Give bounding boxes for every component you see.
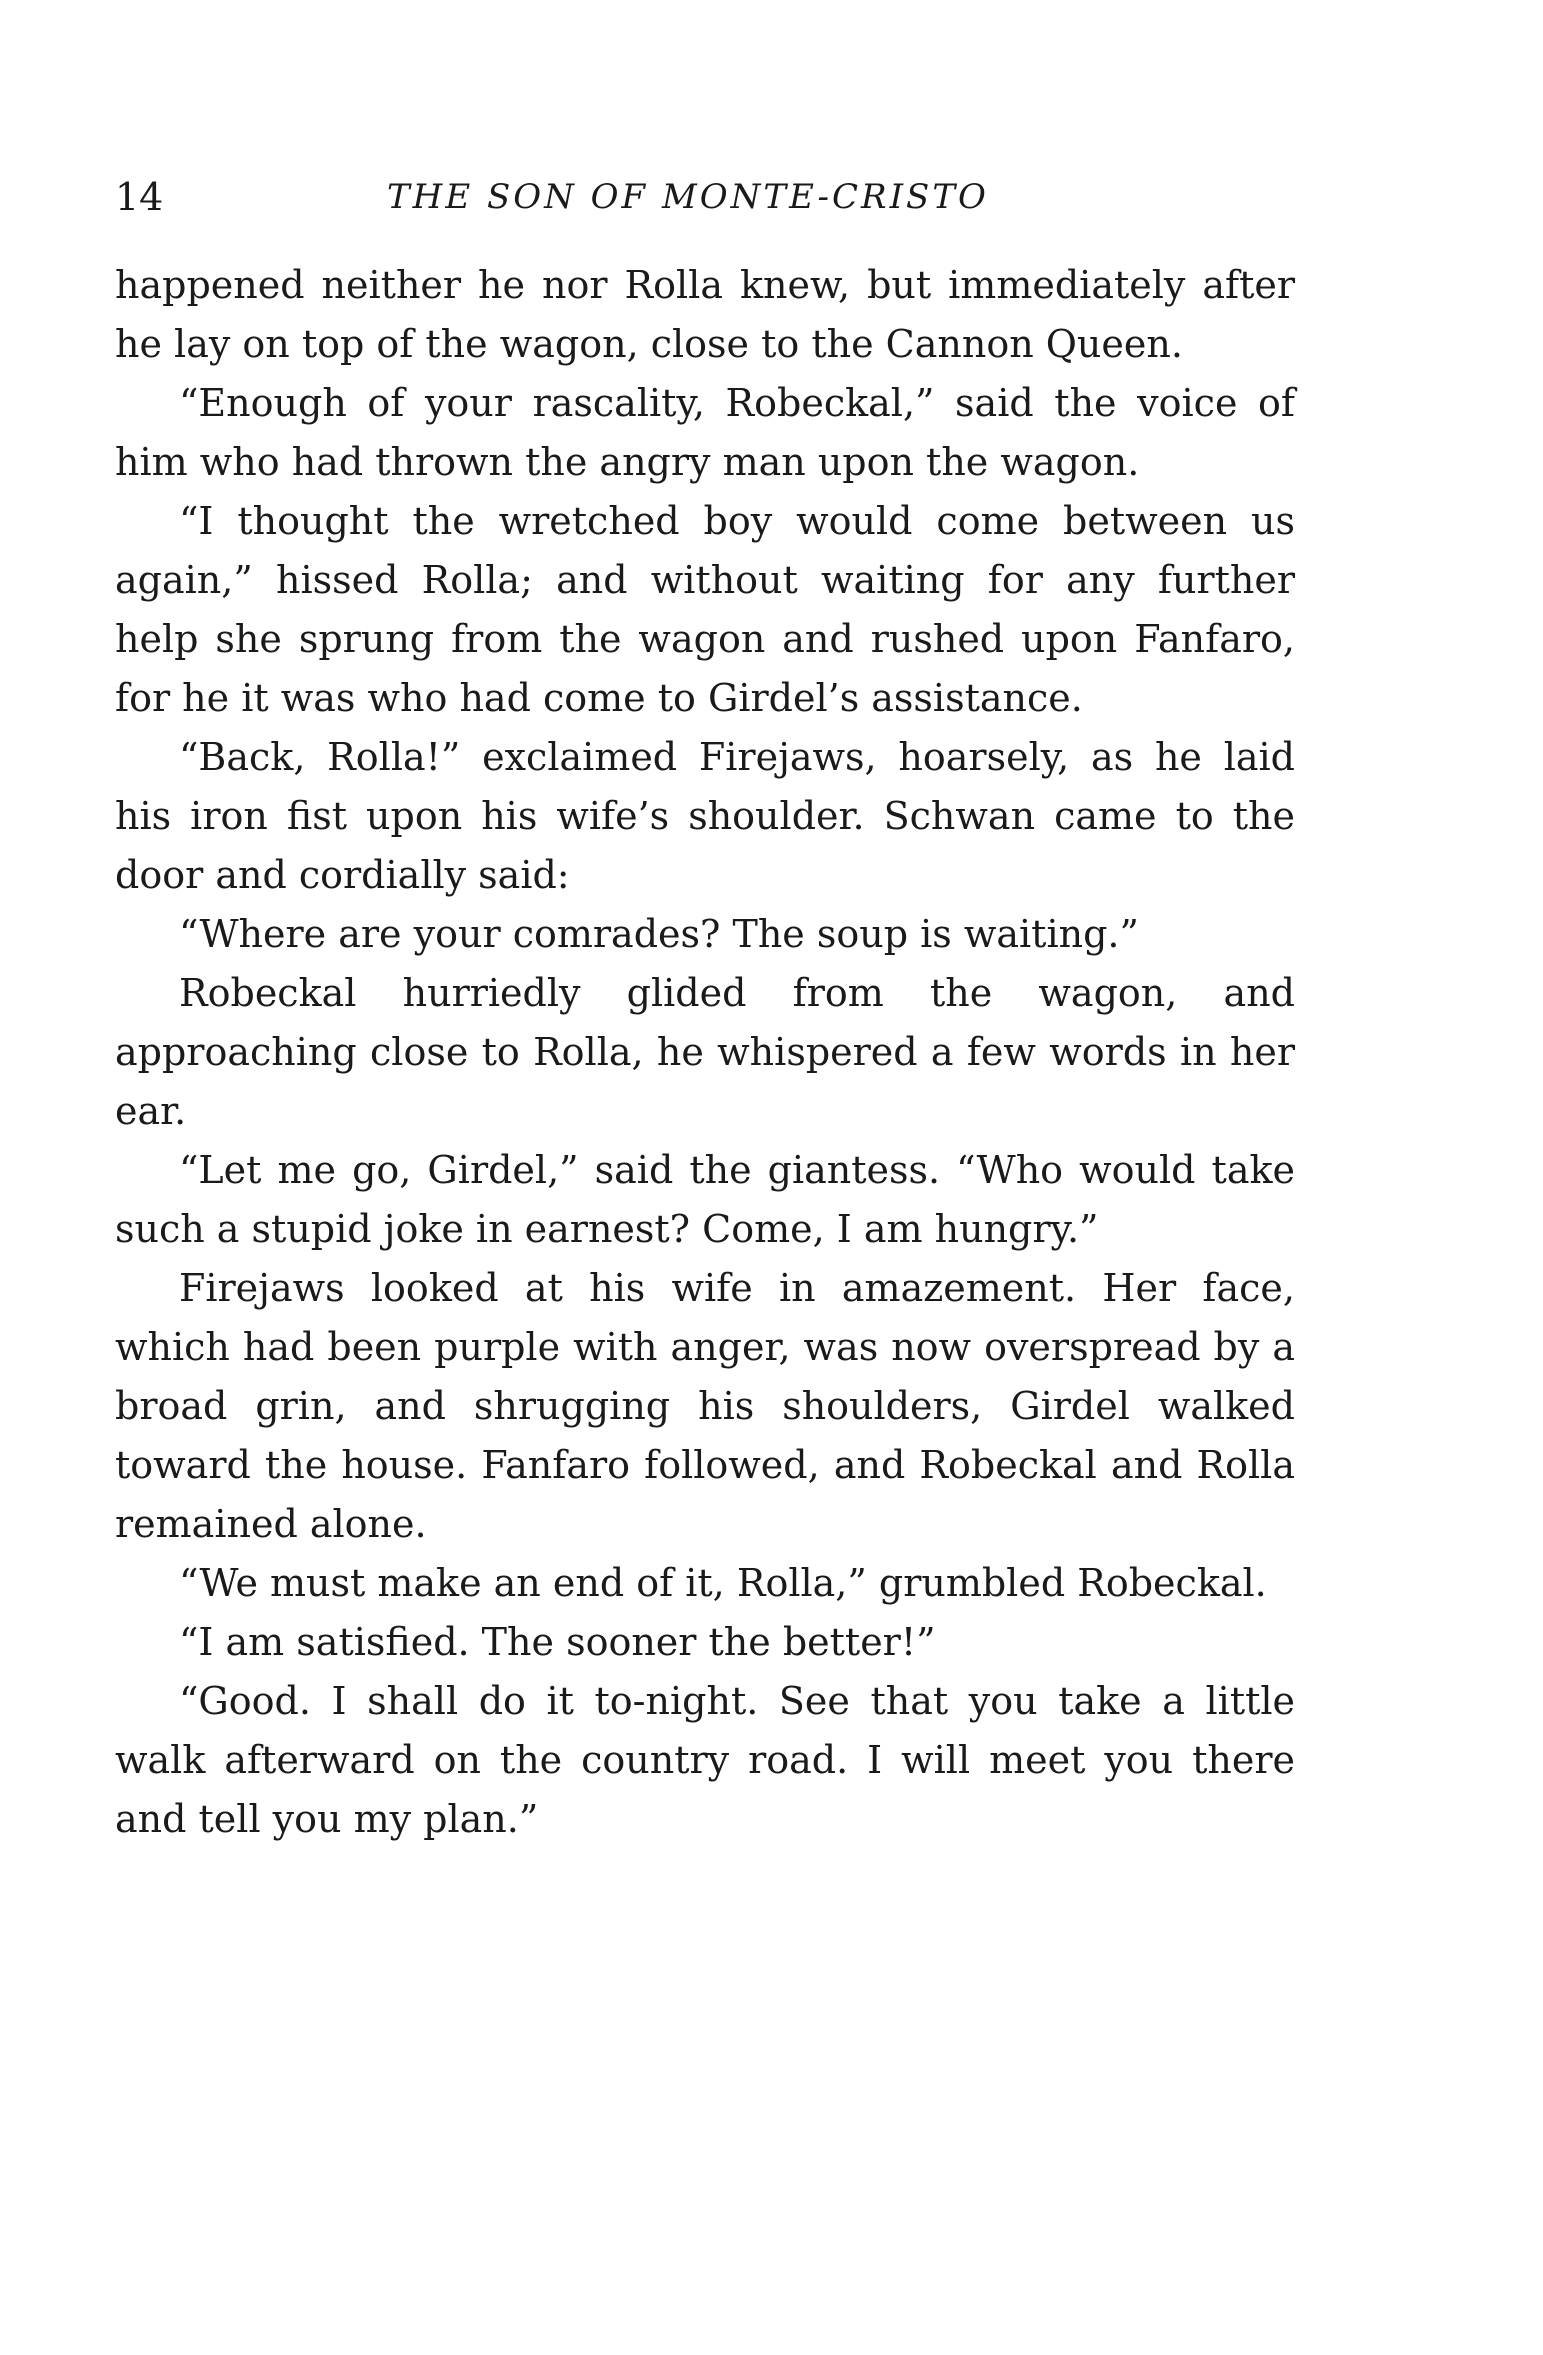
paragraph: “Good. I shall do it to-night. See that you take a little walk afterward on the country road. I will meet you there and tell you my plan.” xyxy=(115,1679,1295,1841)
running-title: THE SON OF MONTE-CRISTO xyxy=(387,177,989,217)
paragraph: happened neither he nor Rolla knew, but immediately after he lay on top of the wagon, close to the Cannon Queen. xyxy=(115,263,1295,366)
body-text xyxy=(115,256,1295,1849)
paragraph: Robeckal hurriedly glided from the wagon, and approaching close to Rolla, he whispered a few words in her ear. xyxy=(115,971,1295,1133)
paragraph: “Let me go, Girdel,” said the giantess. “Who would take such a stupid joke in earnest? Come, I am hungry.” xyxy=(115,1148,1295,1251)
paragraph: “I thought the wretched boy would come between us again,” hissed Rolla; and without waiting for any further help she sprung from the wagon and rushed upon Fanfaro, for he it was who had come to Girdel’s assistance. xyxy=(115,499,1295,720)
paragraph: “Enough of your rascality, Robeckal,” said the voice of him who had thrown the angry man upon the wagon. xyxy=(115,381,1295,484)
paragraph: “I am satisfied. The sooner the better!” xyxy=(179,1620,936,1664)
paragraph: “Where are your comrades? The soup is waiting.” xyxy=(179,912,1139,956)
paragraph: “Back, Rolla!” exclaimed Firejaws, hoarsely, as he laid his iron fist upon his wife’s shoulder. Schwan came to the door and cordially said: xyxy=(115,735,1295,897)
running-head xyxy=(115,172,1295,222)
paragraph: “We must make an end of it, Rolla,” grumbled Robeckal. xyxy=(179,1561,1267,1605)
page-number: 14 xyxy=(115,175,164,219)
paragraph: Firejaws looked at his wife in amazement. Her face, which had been purple with anger, was now overspread by a broad grin, and shrugging his shoulders, Girdel walked toward the house. Fanfaro followed, and Robeckal and Rolla remained alone. xyxy=(115,1266,1295,1546)
